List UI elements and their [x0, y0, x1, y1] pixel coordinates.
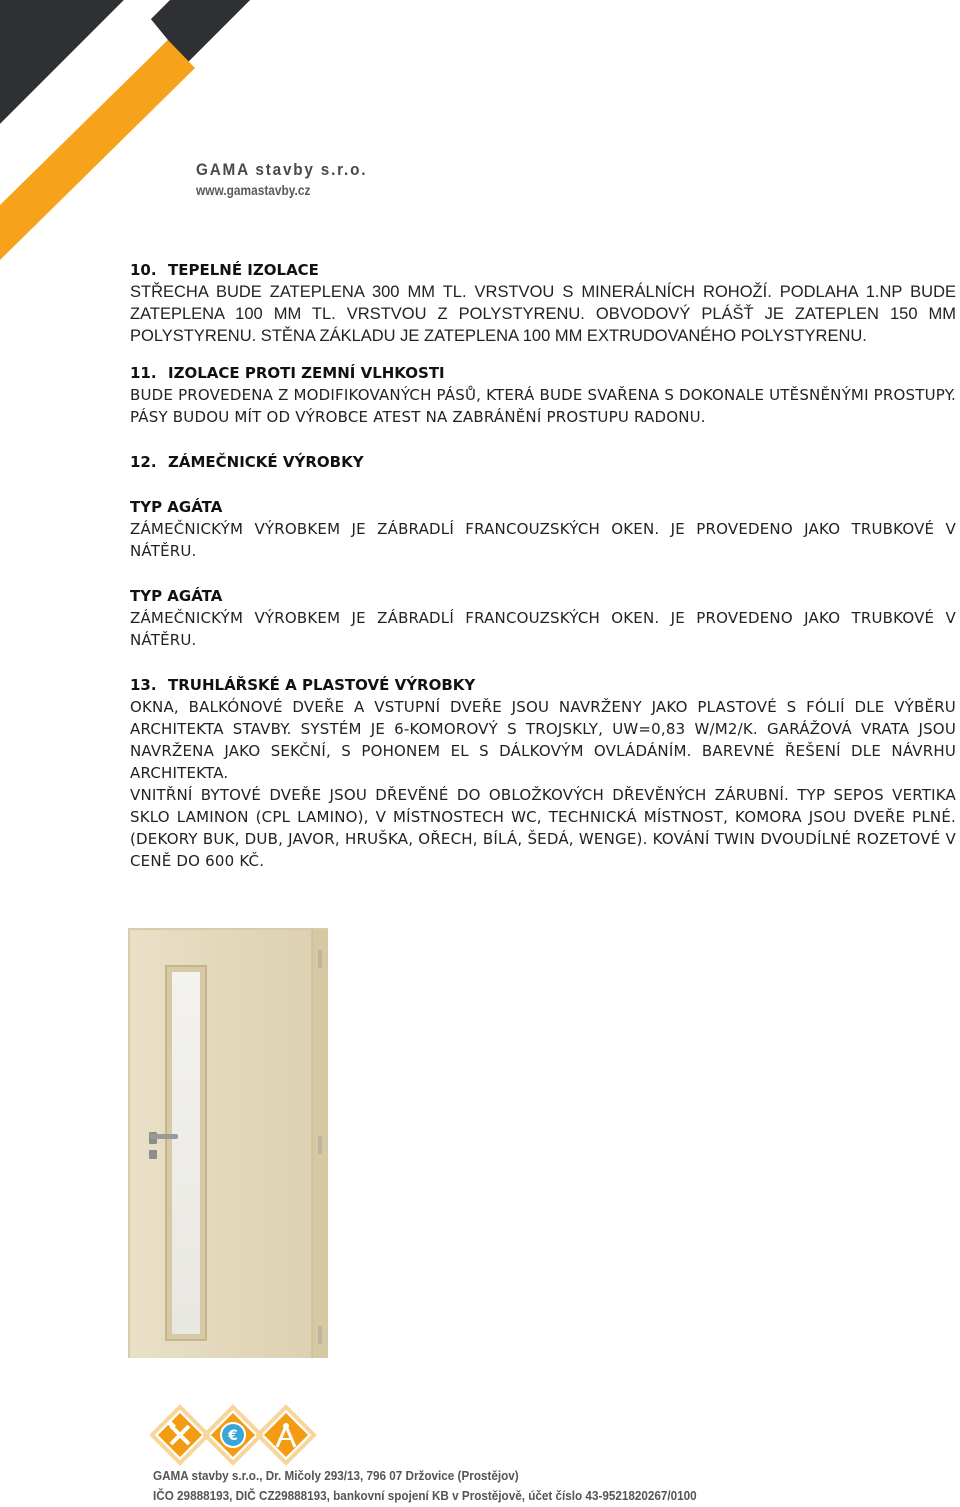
door-image [128, 928, 328, 1358]
corner-graphic [0, 0, 340, 260]
footer [153, 1466, 873, 1506]
section-12-heading [130, 451, 956, 473]
section-11-text: BUDE PROVEDENA Z MODIFIKOVANÝCH PÁSŮ, KTERÁ BUDE SVAŘENA S DOKONALE UTĚSNĚNÝMI PROSTUPY. PÁSY BUDOU MÍT OD VÝROBCE ATEST NA ZABRÁNĚNÍ PROSTUPU RADONU. [130, 386, 957, 426]
section-title: TEPELNÉ IZOLACE [168, 261, 319, 279]
section-number: 12. [130, 453, 157, 471]
company-website: www.gamastavby.cz [196, 182, 311, 198]
section-number: 11. [130, 364, 157, 382]
item-type-label: TYP AGÁTA [130, 587, 223, 605]
section-number: 10. [130, 261, 157, 279]
tools-icon [152, 1407, 208, 1463]
section-13-paragraph-2: VNITŘNÍ BYTOVÉ DVEŘE JSOU DŘEVĚNÉ DO OBLOŽKOVÝCH DŘEVĚNÝCH ZÁRUBNÍ. TYP SEPOS VERTIKA SKLO LAMINON (CPL LAMINO), V MÍSTNOSTECH WC, TECHNICKÁ MÍSTNOST, KOMORA JSOU DVEŘE PLNÉ. (DEKORY BUK, DUB, JAVOR, HRUŠKA, OŘECH, BÍLÁ, ŠEDÁ, WENGE). KOVÁNÍ TWIN DVOUDÍLNÉ ROZETOVÉ V CENĚ DO 600 KČ. [130, 786, 956, 870]
compass-icon [258, 1407, 314, 1463]
footer-registration: IČO 29888193, DIČ CZ29888193, bankovní spojení KB v Prostějově, účet číslo 43-9521820267/0100 [153, 1488, 697, 1503]
company-name: GAMA stavby s.r.o. [196, 160, 368, 179]
section-10-text: STŘECHA BUDE ZATEPLENA 300 MM TL. VRSTVOU S MINERÁLNÍCH ROHOŽÍ. PODLAHA 1.NP BUDE ZATEPLENA 100 MM TL. VRSTVOU Z POLYSTYRENU. OBVODOVÝ PLÁŠŤ JE ZATEPLEN 150 MM POLYSTYRENU. STĚNA ZÁKLADU JE ZATEPLENA 100 MM EXTRUDOVANÉHO POLYSTYRENU. [130, 283, 956, 345]
section-10-heading [130, 259, 956, 281]
footer-address: GAMA stavby s.r.o., Dr. Mičoly 293/13, 796 07 Držovice (Prostějov) [153, 1468, 519, 1483]
section-13-paragraph-1: OKNA, BALKÓNOVÉ DVEŘE A VSTUPNÍ DVEŘE JSOU NAVRŽENY JAKO PLASTOVÉ S FÓLIÍ DLE VÝBĚRU ARCHITEKTA STAVBY. SYSTÉM JE 6-KOMOROVÝ S TROJSKLY, UW=0,83 W/M2/K. GARÁŽOVÁ VRATA JSOU NAVRŽENA JAKO SEKČNÍ, S POHONEM EL S DÁLKOVÝM OVLÁDÁNÍM. BAREVNÉ ŘEŠENÍ DLE NÁVRHU ARCHITEKTA. [130, 698, 956, 782]
section-number: 13. [130, 676, 157, 694]
item-type-label: TYP AGÁTA [130, 498, 223, 516]
item-description: ZÁMEČNICKÝM VÝROBKEM JE ZÁBRADLÍ FRANCOUZSKÝCH OKEN. JE PROVEDENO JAKO TRUBKOVÉ V NÁTĚRU. [130, 520, 956, 560]
section-13-heading [130, 674, 956, 696]
item-description: ZÁMEČNICKÝM VÝROBKEM JE ZÁBRADLÍ FRANCOUZSKÝCH OKEN. JE PROVEDENO JAKO TRUBKOVÉ V NÁTĚRU. [130, 609, 956, 649]
brand-block [196, 160, 386, 198]
footer-icons [150, 1403, 370, 1475]
document-body [130, 259, 956, 872]
section-title: ZÁMEČNICKÉ VÝROBKY [168, 453, 364, 471]
section-11-heading [130, 362, 956, 384]
section-title: TRUHLÁŘSKÉ A PLASTOVÉ VÝROBKY [168, 676, 476, 694]
euro-icon [205, 1407, 261, 1463]
svg-text:€: € [228, 1428, 238, 1444]
section-title: IZOLACE PROTI ZEMNÍ VLHKOSTI [168, 364, 445, 382]
